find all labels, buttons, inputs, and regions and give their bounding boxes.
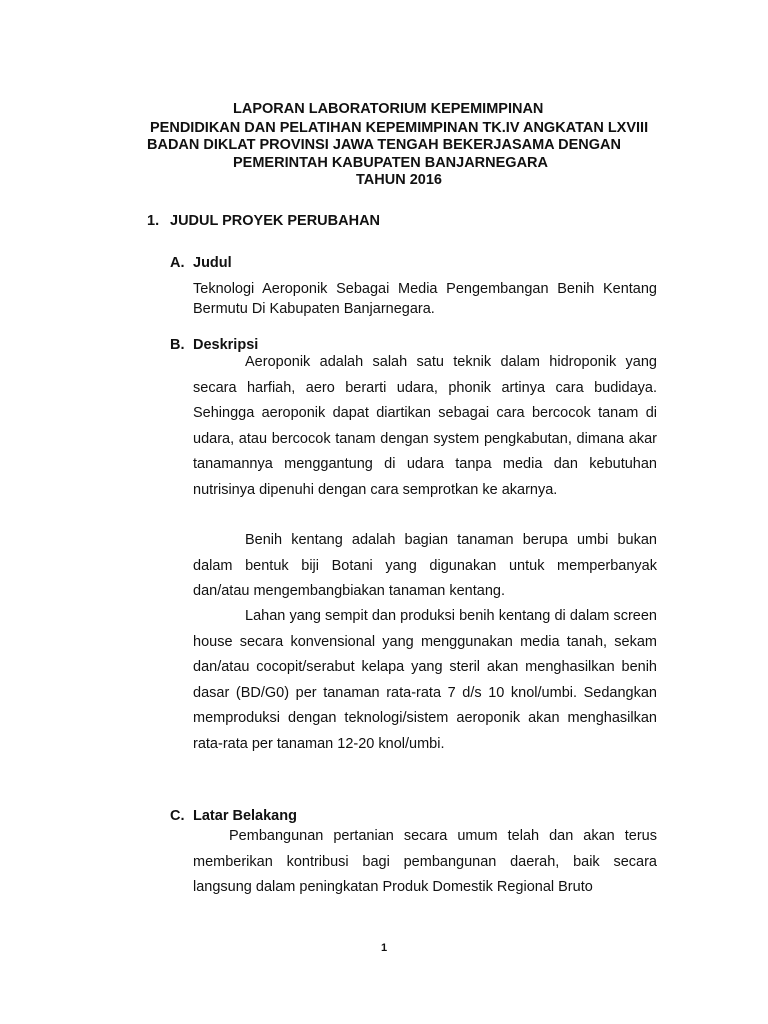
header-line-1: LAPORAN LABORATORIUM KEPEMIMPINAN <box>233 101 544 117</box>
subsection-title: Deskripsi <box>193 337 259 353</box>
judul-text: Teknologi Aeroponik Sebagai Media Pengembangan Benih Kentang Bermutu Di Kabupaten Banjarnegara. <box>193 281 657 317</box>
section-title: JUDUL PROYEK PERUBAHAN <box>170 213 381 229</box>
paragraph-text: Lahan yang sempit dan produksi benih kentang di dalam screen house secara konvensional yang menggunakan media tanah, sekam dan/atau cocopit/serabut kelapa yang steril akan menghasilkan benih dasar (BD/G0) per tanaman rata-rata 7 d/s 10 knol/umbi. Sedangkan memproduksi dengan teknologi/sistem aeroponik akan menghasilkan rata-rata per tanaman 12-20 knol/umbi. <box>193 608 657 752</box>
subsection-title: Latar Belakang <box>193 808 297 824</box>
subsection-judul-heading <box>170 255 232 271</box>
header-line-3: BADAN DIKLAT PROVINSI JAWA TENGAH BEKERJASAMA DENGAN <box>147 137 621 153</box>
subsection-letter: C. <box>170 808 185 824</box>
subsection-letter: A. <box>170 255 185 271</box>
subsection-latar-heading <box>170 808 297 824</box>
paragraph-text: Pembangunan pertanian secara umum telah dan akan terus memberikan kontribusi bagi pembangunan daerah, baik secara langsung dalam peningkatan Produk Domestik Regional Bruto <box>193 828 657 895</box>
latar-paragraph <box>193 824 657 901</box>
section-heading <box>147 213 380 229</box>
subsection-title: Judul <box>193 255 232 271</box>
paragraph-text: Aeroponik adalah salah satu teknik dalam hidroponik yang secara harfiah, aero berarti udara, phonik artinya cara budidaya. Sehingga aeroponik dapat diartikan sebagai cara bercocok tanam di udara, atau bercocok tanam dengan system pengkabutan, dimana akar tanamannya menggantung di udara tanpa media dan kebutuhan nutrisinya dipenuhi dengan cara semprotkan ke akarnya. <box>193 354 657 498</box>
header-line-5: TAHUN 2016 <box>356 172 442 188</box>
header-line-2: PENDIDIKAN DAN PELATIHAN KEPEMIMPINAN TK.IV ANGKATAN LXVIII <box>150 120 649 136</box>
page-number: 1 <box>380 942 388 954</box>
section-number: 1. <box>147 213 160 229</box>
paragraph-text: Benih kentang adalah bagian tanaman berupa umbi bukan dalam bentuk biji Botani yang digunakan untuk memperbanyak dan/atau mengembangbiakan tanaman kentang. <box>193 532 657 599</box>
deskripsi-paragraph-3 <box>193 604 657 757</box>
deskripsi-paragraph-2 <box>193 528 657 605</box>
subsection-letter: B. <box>170 337 185 353</box>
deskripsi-paragraph-1 <box>193 350 657 503</box>
header-line-4: PEMERINTAH KABUPATEN BANJARNEGARA <box>233 155 548 171</box>
